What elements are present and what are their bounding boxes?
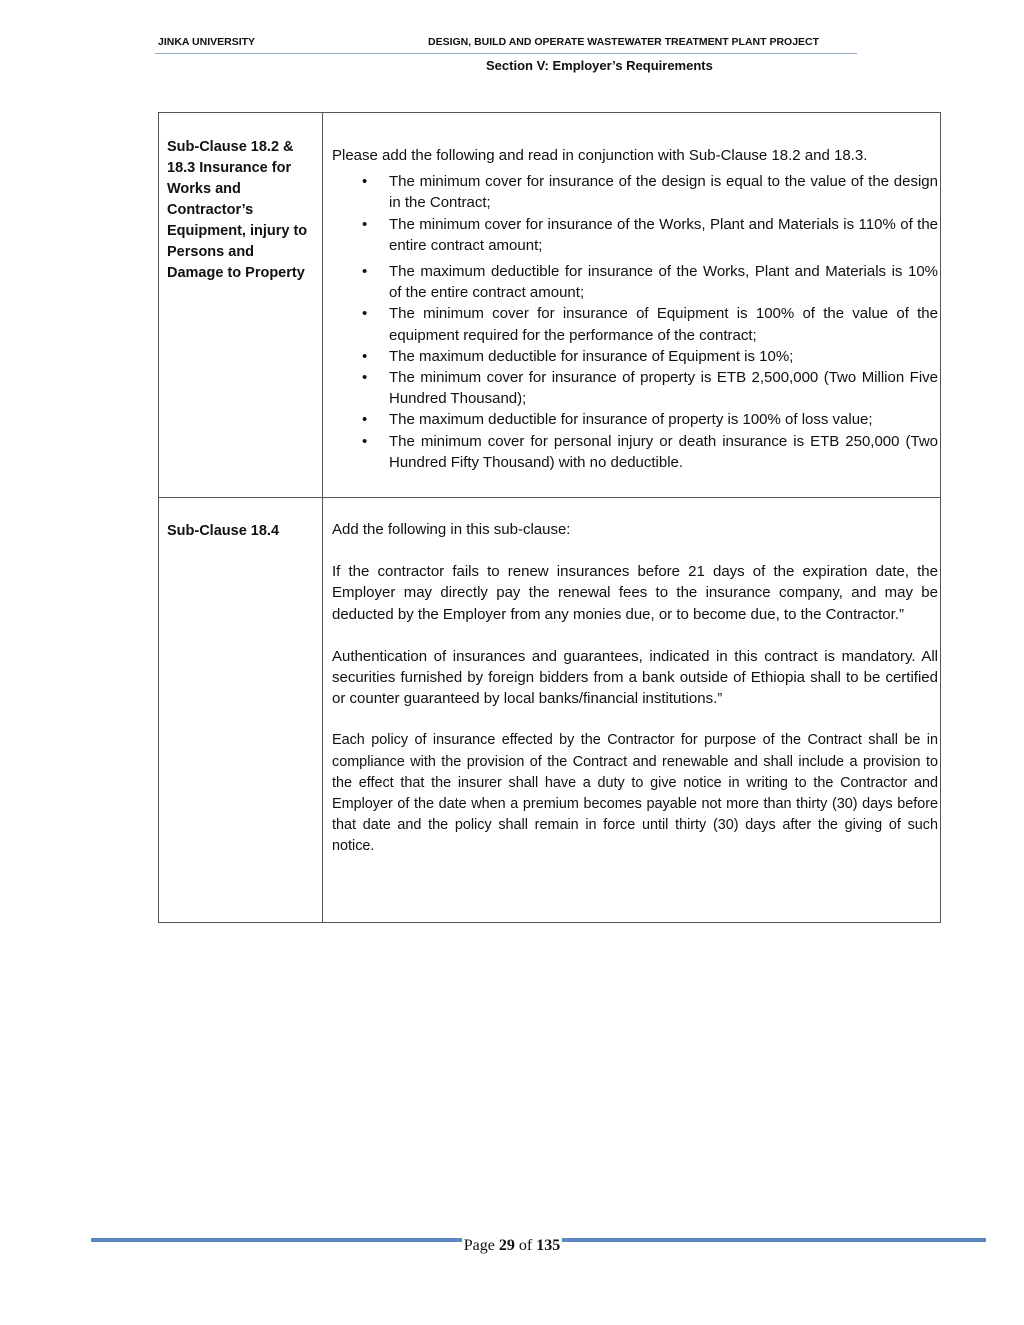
list-item: • The minimum cover for insurance of property is ETB 2,500,000 (Two Million Five Hundred Thousand); [332,367,938,409]
row-label: Sub-Clause 18.4 [167,523,280,539]
list-item: • The minimum cover for insurance of Equipment is 100% of the value of the equipment required for the performance of the contract; [332,303,938,345]
list-item: • The minimum cover for personal injury or death insurance is ETB 250,000 (Two Hundred Fifty Thousand) with no deductible. [332,431,938,473]
header-organization: JINKA UNIVERSITY [158,36,256,48]
row-label-cell [159,498,323,923]
table-row [159,113,941,498]
section-title: Section V: Employer’s Requirements [486,58,713,73]
page-word: Page [463,1237,495,1254]
list-item: • The minimum cover for insurance of the Works, Plant and Materials is 110% of the entire contract amount; [332,214,938,256]
page-number: 29 [498,1237,515,1254]
list-item: • The maximum deductible for insurance of Equipment is 10%; [332,346,938,367]
row-content-cell [323,498,941,923]
row-label-cell [159,113,323,498]
row-intro: Please add the following and read in conjunction with Sub-Clause 18.2 and 18.3. [332,147,868,164]
header-project-title: DESIGN, BUILD AND OPERATE WASTEWATER TREATMENT PLANT PROJECT [428,36,820,48]
of-word: of [518,1237,533,1254]
list-item: • The minimum cover for insurance of the design is equal to the value of the design in the Contract; [332,171,938,213]
page-footer [0,1237,1024,1255]
list-item: • The maximum deductible for insurance of the Works, Plant and Materials is 10% of the entire contract amount; [332,261,938,303]
paragraph: Authentication of insurances and guarantees, indicated in this contract is mandatory. All securities furnished by foreign bidders from a bank outside of Ethiopia shall to be certified or counter guaranteed by local banks/financial institutions.” [332,647,938,708]
requirements-table [158,112,941,923]
paragraph: If the contractor fails to renew insurances before 21 days of the expiration date, the Employer may directly pay the renewal fees to the insurance company, and may be deducted by the Employer from any monies due, or to become due, to the Contractor.” [332,563,938,623]
paragraph: Each policy of insurance effected by the Contractor for purpose of the Contract shall be in compliance with the provision of the Contract and renewable and shall include a provision to the effect that the insurer shall have a duty to give notice in writing to the Contractor and Employer of the date when a premium becomes payable not more than thirty (30) days before that date and the policy shall remain in force until thirty (30) days after the giving of such notice. [332,732,938,855]
list-item: • The maximum deductible for insurance of property is 100% of loss value; [332,409,938,430]
header-divider [155,53,857,54]
row-intro: Add the following in this sub-clause: [332,521,571,538]
requirements-list [332,171,938,473]
table-row [159,498,941,923]
row-content-cell [323,113,941,498]
row-label: Sub-Clause 18.2 & 18.3 Insurance for Works and Contractor’s Equipment, injury to Persons and Damage to Property [167,139,308,281]
page-total: 135 [536,1237,561,1254]
